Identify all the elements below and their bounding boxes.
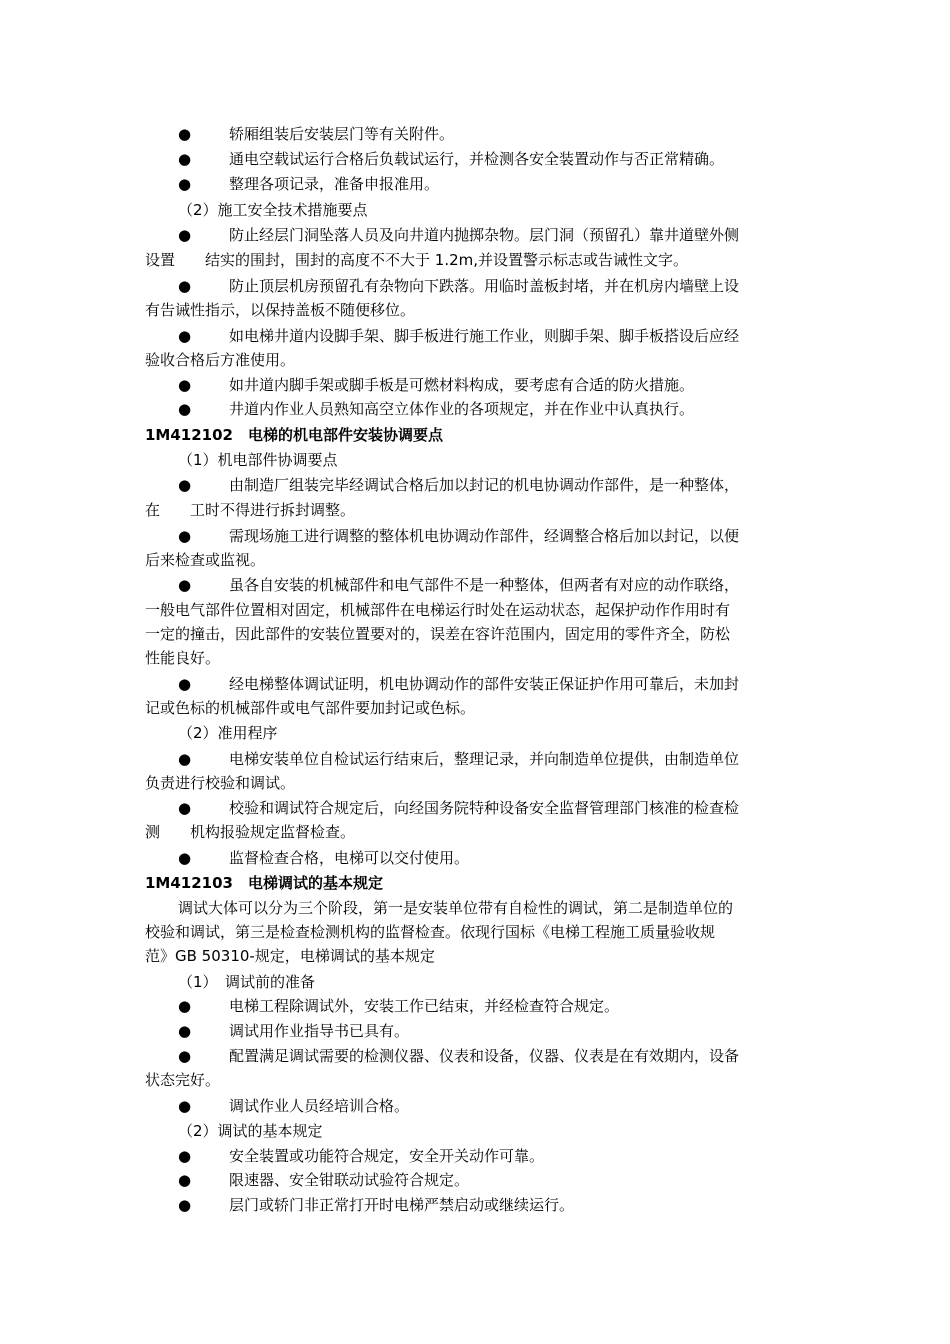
- bullet-icon: ●: [178, 1047, 192, 1065]
- bullet-item-text: 由制造厂组装完毕经调试合格后加以封记的机电协调动作部件，是一种整体，: [229, 476, 740, 494]
- bullet-icon: ●: [178, 150, 192, 168]
- paragraph-line: 记或色标的机械部件或电气部件要加封记或色标。: [145, 699, 476, 717]
- subsection-title: （2）准用程序: [178, 724, 278, 742]
- bullet-item-text: 防止经层门洞坠落人员及向井道内抛掷杂物。层门洞（预留孔）靠井道壁外侧: [229, 226, 740, 244]
- subsection-title: （2）调试的基本规定: [178, 1122, 323, 1140]
- bullet-icon: ●: [178, 476, 192, 494]
- bullet-icon: ●: [178, 125, 192, 143]
- bullet-icon: ●: [178, 675, 192, 693]
- bullet-item-text: 如电梯井道内设脚手架、脚手板进行施工作业，则脚手架、脚手板搭设后应经: [229, 327, 740, 345]
- subsection-title: （1） 调试前的准备: [178, 973, 316, 991]
- bullet-item-text: 限速器、安全钳联动试验符合规定。: [229, 1171, 470, 1189]
- bullet-item-text: 电梯安装单位自检试运行结束后，整理记录，并向制造单位提供，由制造单位: [229, 750, 740, 768]
- subsection-title: （2）施工安全技术措施要点: [178, 201, 368, 219]
- bullet-item-text: 调试作业人员经培训合格。: [229, 1097, 410, 1115]
- bullet-icon: ●: [178, 527, 192, 545]
- section-heading: 1M412102 电梯的机电部件安装协调要点: [145, 426, 443, 444]
- bullet-item-text: 调试用作业指导书已具有。: [229, 1022, 410, 1040]
- paragraph-line: 设置 结实的围封，围封的高度不不大于 1.2m,并设置警示标志或告诫性文字。: [145, 251, 689, 269]
- bullet-icon: ●: [178, 376, 192, 394]
- bullet-icon: ●: [178, 799, 192, 817]
- bullet-icon: ●: [178, 849, 192, 867]
- bullet-icon: ●: [178, 400, 192, 418]
- paragraph-line: 一般电气部件位置相对固定，机械部件在电梯运行时处在运动状态，起保护动作作用时有: [145, 601, 731, 619]
- bullet-icon: ●: [178, 226, 192, 244]
- subsection-title: （1）机电部件协调要点: [178, 451, 338, 469]
- paragraph-line: 调试大体可以分为三个阶段，第一是安装单位带有自检性的调试，第二是制造单位的: [178, 899, 734, 917]
- paragraph-line: 性能良好。: [145, 649, 221, 667]
- bullet-item-text: 如井道内脚手架或脚手板是可燃材料构成，要考虑有合适的防火措施。: [229, 376, 695, 394]
- bullet-icon: ●: [178, 327, 192, 345]
- bullet-item-text: 经电梯整体调试证明，机电协调动作的部件安装正保证护作用可靠后，未加封: [229, 675, 740, 693]
- bullet-icon: ●: [178, 997, 192, 1015]
- bullet-icon: ●: [178, 576, 192, 594]
- bullet-icon: ●: [178, 1147, 192, 1165]
- bullet-item-text: 校验和调试符合规定后，向经国务院特种设备安全监督管理部门核准的检查检: [229, 799, 740, 817]
- paragraph-line: 后来检查或监视。: [145, 551, 266, 569]
- bullet-icon: ●: [178, 750, 192, 768]
- bullet-item-text: 防止顶层机房预留孔有杂物向下跌落。用临时盖板封堵，并在机房内墙壁上设: [229, 277, 740, 295]
- bullet-item-text: 配置满足调试需要的检测仪器、仪表和设备，仪器、仪表是在有效期内，设备: [229, 1047, 740, 1065]
- paragraph-line: 验收合格后方准使用。: [145, 351, 296, 369]
- bullet-icon: ●: [178, 1171, 192, 1189]
- paragraph-line: 校验和调试，第三是检查检测机构的监督检查。依现行国标《电梯工程施工质量验收规: [145, 923, 716, 941]
- paragraph-line: 负责进行校验和调试。: [145, 774, 296, 792]
- bullet-item-text: 需现场施工进行调整的整体机电协调动作部件，经调整合格后加以封记，以便: [229, 527, 740, 545]
- bullet-item-text: 轿厢组装后安装层门等有关附件。: [229, 125, 455, 143]
- bullet-item-text: 层门或轿门非正常打开时电梯严禁启动或继续运行。: [229, 1196, 575, 1214]
- bullet-item-text: 安全装置或功能符合规定，安全开关动作可靠。: [229, 1147, 545, 1165]
- paragraph-line: 有告诫性指示，以保持盖板不随便移位。: [145, 301, 416, 319]
- bullet-item-text: 井道内作业人员熟知高空立体作业的各项规定，并在作业中认真执行。: [229, 400, 695, 418]
- paragraph-line: 在 工时不得进行拆封调整。: [145, 501, 356, 519]
- paragraph-line: 范》GB 50310-规定，电梯调试的基本规定: [145, 947, 435, 965]
- bullet-icon: ●: [178, 1097, 192, 1115]
- bullet-item-text: 电梯工程除调试外，安装工作已结束，并经检查符合规定。: [229, 997, 620, 1015]
- section-heading: 1M412103 电梯调试的基本规定: [145, 874, 383, 892]
- bullet-item-text: 整理各项记录，准备申报准用。: [229, 175, 440, 193]
- paragraph-line: 一定的撞击，因此部件的安装位置要对的，误差在容许范围内，固定用的零件齐全，防松: [145, 625, 731, 643]
- bullet-icon: ●: [178, 1196, 192, 1214]
- paragraph-line: 状态完好。: [145, 1071, 221, 1089]
- bullet-item-text: 监督检查合格，电梯可以交付使用。: [229, 849, 470, 867]
- bullet-icon: ●: [178, 1022, 192, 1040]
- bullet-icon: ●: [178, 175, 192, 193]
- bullet-icon: ●: [178, 277, 192, 295]
- bullet-item-text: 虽各自安装的机械部件和电气部件不是一种整体，但两者有对应的动作联络，: [229, 576, 740, 594]
- bullet-item-text: 通电空载试运行合格后负载试运行，并检测各安全装置动作与否正常精确。: [229, 150, 725, 168]
- paragraph-line: 测 机构报验规定监督检查。: [145, 823, 356, 841]
